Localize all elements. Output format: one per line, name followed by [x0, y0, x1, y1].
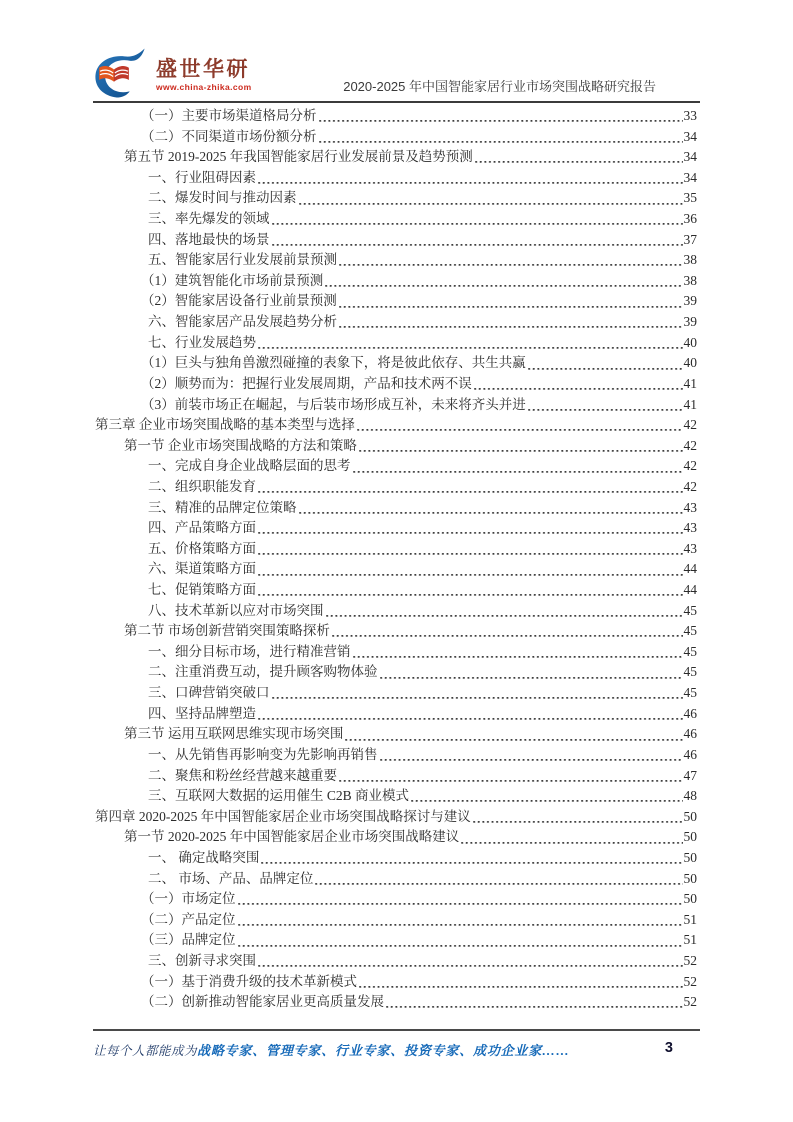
toc-entry-label: 一、细分目标市场，进行精准营销 [148, 643, 351, 659]
toc-dot-leader [475, 147, 683, 168]
toc-dot-leader [319, 127, 683, 148]
toc-entry-page: 50 [683, 891, 697, 907]
toc-entry-label: 二、注重消费互动，提升顾客购物体验 [148, 664, 378, 680]
toc-entry [124, 621, 697, 642]
toc-dot-leader [339, 312, 683, 333]
toc-entry-label: 四、落地最快的场景 [148, 231, 270, 247]
toc-entry [148, 312, 697, 333]
toc-entry-page: 45 [683, 685, 697, 701]
toc-dot-leader [315, 869, 682, 890]
toc-dot-leader [380, 662, 683, 683]
toc-dot-leader [299, 498, 683, 519]
toc-dot-leader [353, 456, 683, 477]
toc-dot-leader [386, 992, 683, 1013]
toc-entry [141, 972, 697, 993]
toc-dot-leader [326, 601, 683, 622]
toc-entry-label: 第三节 运用互联网思维实现市场突围 [124, 726, 344, 742]
toc-entry-page: 44 [683, 561, 697, 577]
toc-entry [148, 333, 697, 354]
toc-entry-page: 38 [683, 272, 697, 288]
toc-entry [148, 704, 697, 725]
toc-entry-page: 50 [683, 870, 697, 886]
toc-dot-leader [474, 374, 683, 395]
toc-dot-leader [325, 271, 682, 292]
toc-entry-page: 41 [683, 375, 697, 391]
toc-dot-leader [332, 621, 683, 642]
toc-list [95, 106, 697, 1013]
toc-entry-page: 41 [683, 396, 697, 412]
toc-entry [148, 580, 697, 601]
toc-entry-page: 43 [683, 540, 697, 556]
toc-entry-page: 35 [683, 190, 697, 206]
toc-entry-label: 三、创新寻求突围 [148, 952, 256, 968]
toc-entry [148, 683, 697, 704]
book-swoosh-logo-icon [93, 47, 149, 104]
toc-entry-label: 六、渠道策略方面 [148, 561, 256, 577]
toc-entry-page: 34 [683, 149, 697, 165]
brand-logo [93, 47, 252, 104]
toc-entry [141, 353, 697, 374]
toc-entry-label: （二）产品定位 [141, 911, 236, 927]
toc-entry-label: 第四章 2020-2025 年中国智能家居企业市场突围战略探讨与建议 [95, 808, 471, 824]
toc-entry-label: 八、技术革新以应对市场突围 [148, 602, 324, 618]
page-footer [93, 1029, 700, 1060]
footer-divider [93, 1031, 700, 1060]
slogan-prefix: 让每个人都能成为 [93, 1044, 198, 1058]
toc-entry-page: 33 [683, 108, 697, 123]
toc-dot-leader [258, 518, 683, 539]
toc-entry [148, 188, 697, 209]
toc-entry [148, 951, 697, 972]
footer-slogan [93, 1040, 570, 1060]
toc-entry-label: 第三章 企业市场突围战略的基本类型与选择 [95, 417, 355, 433]
toc-entry [141, 930, 697, 951]
toc-entry-label: 三、互联网大数据的运用催生 C2B 商业模式 [148, 788, 410, 804]
toc-entry-label: 七、促销策略方面 [148, 582, 256, 598]
report-title: 2020-2025 年中国智能家居行业市场突围战略研究报告 [343, 79, 656, 94]
toc-entry-page: 36 [683, 211, 697, 227]
toc-entry-page: 50 [683, 808, 697, 824]
toc-entry-page: 42 [683, 478, 697, 494]
toc-entry-label: 六、智能家居产品发展趋势分析 [148, 314, 337, 330]
toc-entry-label: 第一节 企业市场突围战略的方法和策略 [124, 437, 357, 453]
toc-entry [141, 395, 697, 416]
toc-entry-page: 42 [683, 458, 697, 474]
toc-entry-label: 一、 确定战略突围 [148, 849, 260, 865]
toc-dot-leader [258, 477, 683, 498]
toc-entry-page: 42 [683, 417, 697, 433]
toc-entry-page: 51 [683, 932, 697, 948]
toc-entry [148, 662, 697, 683]
toc-entry-label: 二、 市场、产品、品牌定位 [148, 870, 314, 886]
toc-entry [148, 559, 697, 580]
toc-entry-page: 42 [683, 437, 697, 453]
toc-entry-page: 47 [683, 767, 697, 783]
toc-entry-label: （一）主要市场渠道格局分析 [141, 108, 317, 123]
toc-entry [124, 827, 697, 848]
toc-entry-label: 四、坚持品牌塑造 [148, 705, 256, 721]
toc-entry-label: 第二节 市场创新营销突围策略探析 [124, 623, 330, 639]
toc-entry-page: 52 [683, 952, 697, 968]
toc-entry [141, 127, 697, 148]
toc-dot-leader [261, 848, 682, 869]
toc-dot-leader [461, 827, 682, 848]
toc-entry-page: 46 [683, 746, 697, 762]
toc-entry-label: 三、精准的品牌定位策略 [148, 499, 297, 515]
toc-dot-leader [357, 415, 683, 436]
toc-entry [148, 498, 697, 519]
toc-entry [95, 807, 697, 828]
brand-text [156, 59, 252, 92]
toc-dot-leader [258, 539, 683, 560]
toc-dot-leader [258, 580, 683, 601]
toc-dot-leader [411, 786, 682, 807]
toc-entry [95, 415, 697, 436]
toc-entry-label: 二、爆发时间与推动因素 [148, 190, 297, 206]
toc-entry-page: 52 [683, 994, 697, 1010]
toc-dot-leader [359, 436, 683, 457]
toc-entry-label: （2）智能家居设备行业前景预测 [141, 293, 337, 309]
toc-entry [148, 539, 697, 560]
toc-entry-label: 第一节 2020-2025 年中国智能家居企业市场突围战略建议 [124, 829, 460, 845]
page-header [93, 0, 700, 103]
toc-entry [141, 992, 697, 1013]
toc-entry-page: 45 [683, 664, 697, 680]
toc-dot-leader [473, 807, 683, 828]
toc-entry [148, 209, 697, 230]
toc-entry-label: 一、完成自身企业战略层面的思考 [148, 458, 351, 474]
toc-entry-page: 52 [683, 973, 697, 989]
toc-entry-label: 五、价格策略方面 [148, 540, 256, 556]
toc-entry-page: 40 [683, 334, 697, 350]
toc-dot-leader [319, 106, 683, 127]
toc-entry [141, 910, 697, 931]
toc-dot-leader [238, 889, 683, 910]
toc-entry-label: （一）市场定位 [141, 891, 236, 907]
toc-entry-page: 43 [683, 499, 697, 515]
toc-entry-label: 五、智能家居行业发展前景预测 [148, 252, 337, 268]
toc-dot-leader [339, 250, 683, 271]
toc-entry-label: 一、行业阻碍因素 [148, 169, 256, 185]
brand-url: www.china-zhika.com [156, 82, 252, 93]
toc-entry [148, 250, 697, 271]
toc-entry-page: 40 [683, 355, 697, 371]
toc-entry-label: 二、聚焦和粉丝经营越来越重要 [148, 767, 337, 783]
toc-dot-leader [258, 168, 683, 189]
toc-dot-leader [258, 951, 683, 972]
toc-dot-leader [258, 333, 683, 354]
toc-entry-page: 44 [683, 582, 697, 598]
toc-entry-label: 二、组织职能发育 [148, 478, 256, 494]
toc-dot-leader [272, 209, 683, 230]
slogan-highlight: 战略专家、管理专家、行业专家、投资专家、成功企业家…… [197, 1043, 570, 1058]
toc-entry [141, 291, 697, 312]
toc-entry [141, 271, 697, 292]
toc-entry-label: 一、从先销售再影响变为先影响再销售 [148, 746, 378, 762]
toc-dot-leader [528, 353, 683, 374]
toc-entry [141, 374, 697, 395]
toc-dot-leader [299, 188, 683, 209]
toc-dot-leader [345, 724, 682, 745]
toc-entry [148, 230, 697, 251]
toc-entry [148, 642, 697, 663]
toc-entry-page: 43 [683, 520, 697, 536]
toc-entry-label: （二）创新推动智能家居业更高质量发展 [141, 994, 384, 1010]
toc-entry-label: 三、率先爆发的领域 [148, 211, 270, 227]
toc-dot-leader [272, 230, 683, 251]
toc-entry [148, 766, 697, 787]
toc-entry-label: （1）巨头与独角兽激烈碰撞的表象下，将是彼此依存、共生共赢 [141, 355, 526, 371]
toc-entry [148, 456, 697, 477]
toc-entry [124, 147, 697, 168]
brand-name: 盛世华研 [156, 57, 250, 82]
toc-entry [148, 477, 697, 498]
toc-entry-page: 39 [683, 314, 697, 330]
toc-entry [148, 786, 697, 807]
toc-entry [141, 106, 697, 127]
toc-dot-leader [258, 559, 683, 580]
toc-entry [148, 848, 697, 869]
toc-dot-leader [339, 291, 683, 312]
toc-entry-label: 三、口碑营销突破口 [148, 685, 270, 701]
toc-dot-leader [272, 683, 683, 704]
toc-entry-label: （1）建筑智能化市场前景预测 [141, 272, 324, 288]
toc-entry [148, 601, 697, 622]
toc-entry [141, 889, 697, 910]
toc-entry-label: （3）前装市场正在崛起，与后装市场形成互补，未来将齐头并进 [141, 396, 526, 412]
toc-entry-page: 34 [683, 128, 697, 144]
toc-entry-page: 51 [683, 911, 697, 927]
toc-dot-leader [258, 704, 683, 725]
toc-entry [148, 168, 697, 189]
toc-entry [148, 745, 697, 766]
toc-entry-page: 39 [683, 293, 697, 309]
toc-entry-page: 46 [683, 726, 697, 742]
toc-entry [148, 518, 697, 539]
toc-dot-leader [238, 910, 683, 931]
toc-dot-leader [359, 972, 683, 993]
toc-entry-page: 46 [683, 705, 697, 721]
toc-entry-label: 七、行业发展趋势 [148, 334, 256, 350]
toc-entry-label: （2）顺势而为：把握行业发展周期，产品和技术两不误 [141, 375, 472, 391]
page-number: 3 [664, 1040, 673, 1056]
toc-entry-page: 34 [683, 169, 697, 185]
toc-entry-page: 50 [683, 829, 697, 845]
toc-dot-leader [238, 930, 683, 951]
toc-dot-leader [353, 642, 683, 663]
toc-entry-page: 45 [683, 643, 697, 659]
toc-entry-page: 48 [683, 788, 697, 804]
toc-entry-page: 45 [683, 623, 697, 639]
toc-entry-page: 45 [683, 602, 697, 618]
toc-entry-label: 四、产品策略方面 [148, 520, 256, 536]
toc-dot-leader [339, 766, 683, 787]
toc-dot-leader [380, 745, 683, 766]
toc-entry-page: 37 [683, 231, 697, 247]
toc-entry-label: （三）品牌定位 [141, 932, 236, 948]
toc-entry-label: （二）不同渠道市场份额分析 [141, 128, 317, 144]
toc-entry-page: 50 [683, 849, 697, 865]
toc-entry [124, 724, 697, 745]
toc-dot-leader [528, 395, 683, 416]
toc-entry-page: 38 [683, 252, 697, 268]
toc-entry [148, 869, 697, 890]
toc-entry [124, 436, 697, 457]
toc-entry-label: （一）基于消费升级的技术革新模式 [141, 973, 357, 989]
toc-entry-label: 第五节 2019-2025 年我国智能家居行业发展前景及趋势预测 [124, 149, 473, 165]
